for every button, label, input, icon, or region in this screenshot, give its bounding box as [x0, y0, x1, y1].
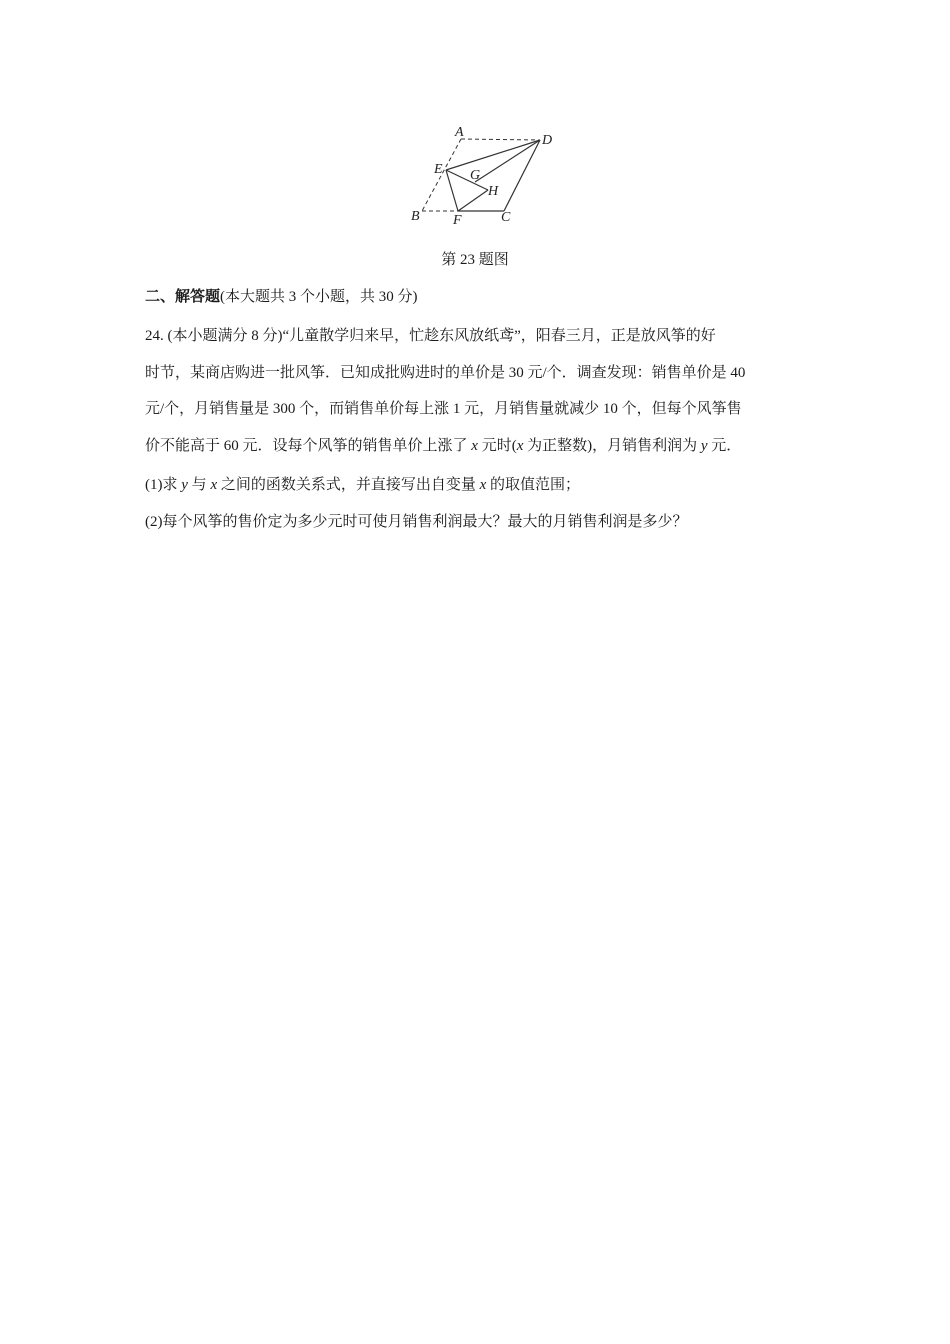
- question-line-2: 时节，某商店购进一批风筝．已知成批购进时的单价是 30 元/个．调查发现：销售单价是 40: [145, 364, 746, 381]
- figure-caption: 第 23 题图: [441, 252, 509, 268]
- text-segment: 为正整数)，月销售利润为: [523, 437, 701, 454]
- question-text: (本小题满分 8 分)“儿童散学归来早，忙趁东风放纸鸢”，阳春三月，正是放风筝的好: [163, 328, 716, 344]
- variable-x: x: [210, 477, 218, 493]
- variable-x: x: [516, 437, 524, 454]
- point-label-b: B: [411, 209, 420, 224]
- text-segment: 之间的函数关系式，并直接写出自变量: [217, 477, 480, 493]
- text-segment: 价不能高于 60 元．设每个风筝的销售单价上涨了: [145, 437, 472, 454]
- point-label-g: G: [470, 168, 481, 183]
- text-segment: 元时(: [477, 437, 517, 454]
- text-segment: (1)求: [145, 477, 182, 493]
- variable-x: x: [471, 437, 478, 454]
- sub-question-1: [145, 473, 580, 494]
- text-segment: 元．: [707, 437, 742, 454]
- point-label-a: A: [455, 125, 464, 140]
- variable-y: y: [700, 437, 708, 454]
- text-segment: 与: [187, 477, 211, 493]
- point-label-f: F: [453, 213, 462, 228]
- point-label-c: C: [501, 210, 511, 225]
- point-label-h: H: [488, 184, 499, 199]
- section-heading: [145, 285, 418, 306]
- question-line-3: 元/个，月销售量是 300 个，而销售单价每上涨 1 元，月销售量就减少 10 个，但每个风筝售: [145, 401, 742, 417]
- parallelogram-diagram: [400, 120, 570, 230]
- section-title: 二、解答题: [145, 289, 221, 305]
- geometry-figure: [400, 120, 570, 230]
- point-label-d: D: [542, 133, 553, 148]
- question-number: 24.: [145, 328, 164, 344]
- section-note: (本大题共 3 个小题，共 30 分): [220, 289, 418, 305]
- text-segment: 的取值范围；: [486, 477, 581, 493]
- variable-y: y: [181, 477, 188, 493]
- point-label-e: E: [434, 162, 443, 177]
- sub-question-2: (2)每个风筝的售价定为多少元时可使月销售利润最大？最大的月销售利润是多少？: [145, 514, 688, 530]
- variable-x: x: [479, 477, 487, 493]
- question-line-1: [145, 318, 810, 355]
- question-line-4: [145, 428, 810, 465]
- question-24-stem: [145, 318, 810, 464]
